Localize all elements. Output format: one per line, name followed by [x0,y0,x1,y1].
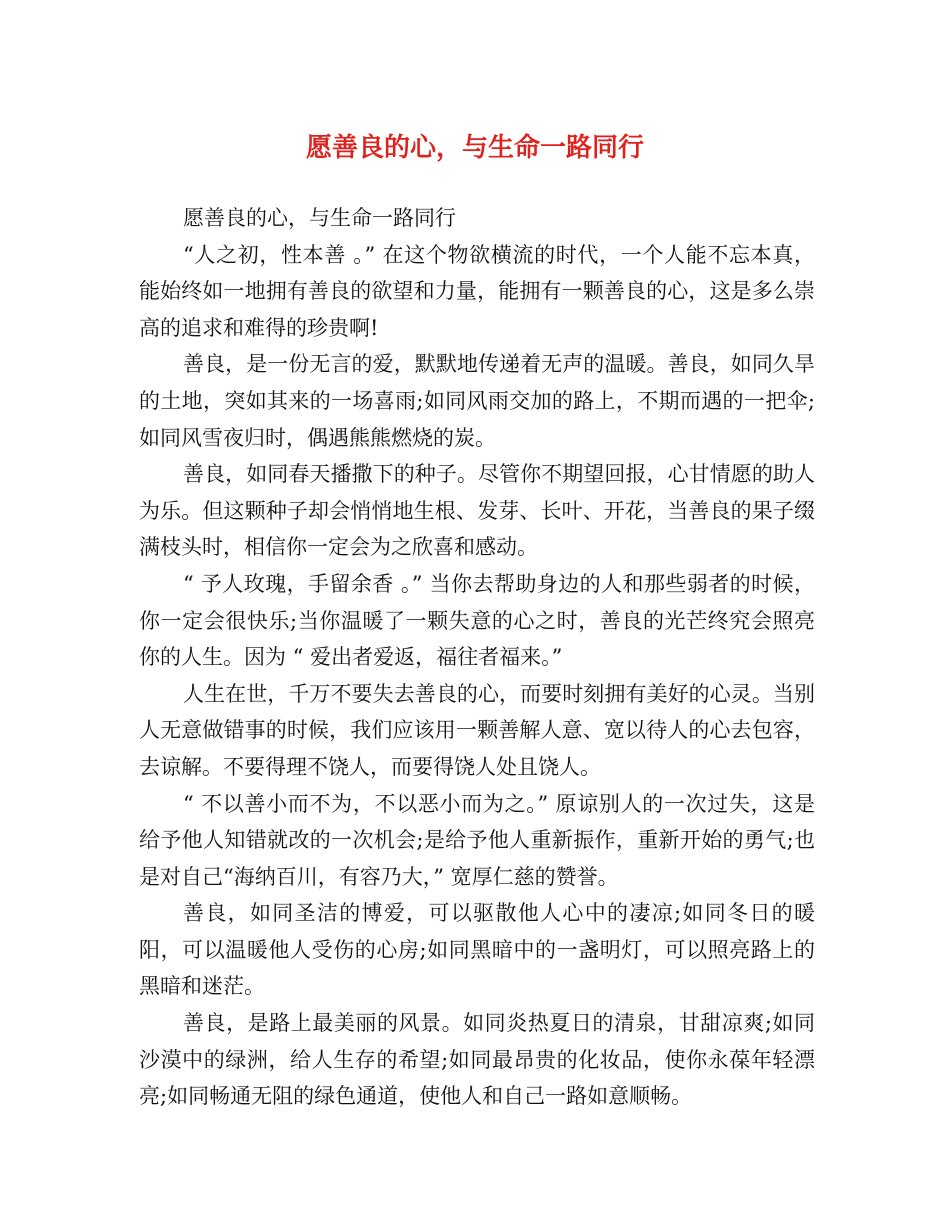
paragraph: “ 不以善小而不为，不以恶小而为之。” 原谅别人的一次过失，这是给予他人知错就改的一次机会;是给予他人重新振作，重新开始的勇气;也是对自己“海纳百川，有容乃大，” 宽厚仁慈的赞誉。 [139,791,815,889]
paragraph: 人生在世，千万不要失去善良的心，而要时刻拥有美好的心灵。当别人无意做错事的时候，我们应该用一颗善解人意、宽以待人的心去包容，去谅解。不要得理不饶人，而要得饶人处且饶人。 [139,681,815,779]
paragraph: “ 予人玫瑰，手留余香 。” 当你去帮助身边的人和那些弱者的时候，你一定会很快乐;当你温暖了一颗失意的心之时，善良的光芒终究会照亮你的人生。因为 “ 爱出者爱返，福往者福来。” [139,571,815,670]
document-title: 愿善良的心，与生命一路同行 [305,133,644,163]
paragraph: 善良，是一份无言的爱，默默地传递着无声的温暖。善良，如同久旱的土地，突如其来的一场喜雨;如同风雨交加的路上，不期而遇的一把伞;如同风雪夜归时，偶遇熊熊燃烧的炭。 [139,352,815,450]
paragraph: 善良，如同春天播撒下的种子。尽管你不期望回报，心甘情愿的助人为乐。但这颗种子却会悄悄地生根、发芽、长叶、开花，当善良的果子缀满枝头时，相信你一定会为之欣喜和感动。 [139,462,815,560]
paragraph: 善良，如同圣洁的博爱，可以驱散他人心中的凄凉;如同冬日的暖阳，可以温暖他人受伤的心房;如同黑暗中的一盏明灯，可以照亮路上的黑暗和迷茫。 [139,901,815,999]
paragraph: 善良，是路上最美丽的风景。如同炎热夏日的清泉，甘甜凉爽;如同沙漠中的绿洲，给人生存的希望;如同最昂贵的化妆品，使你永葆年轻漂亮;如同畅通无阻的绿色通道，使他人和自己一路如意顺畅。 [139,1011,815,1109]
paragraph: 愿善良的心，与生命一路同行 [183,206,456,230]
paragraph: “人之初，性本善 。” 在这个物欲横流的时代，一个人能不忘本真，能始终如一地拥有善良的欲望和力量，能拥有一颗善良的心，这是多么崇高的追求和难得的珍贵啊! [139,242,815,340]
document-body [139,200,815,1115]
